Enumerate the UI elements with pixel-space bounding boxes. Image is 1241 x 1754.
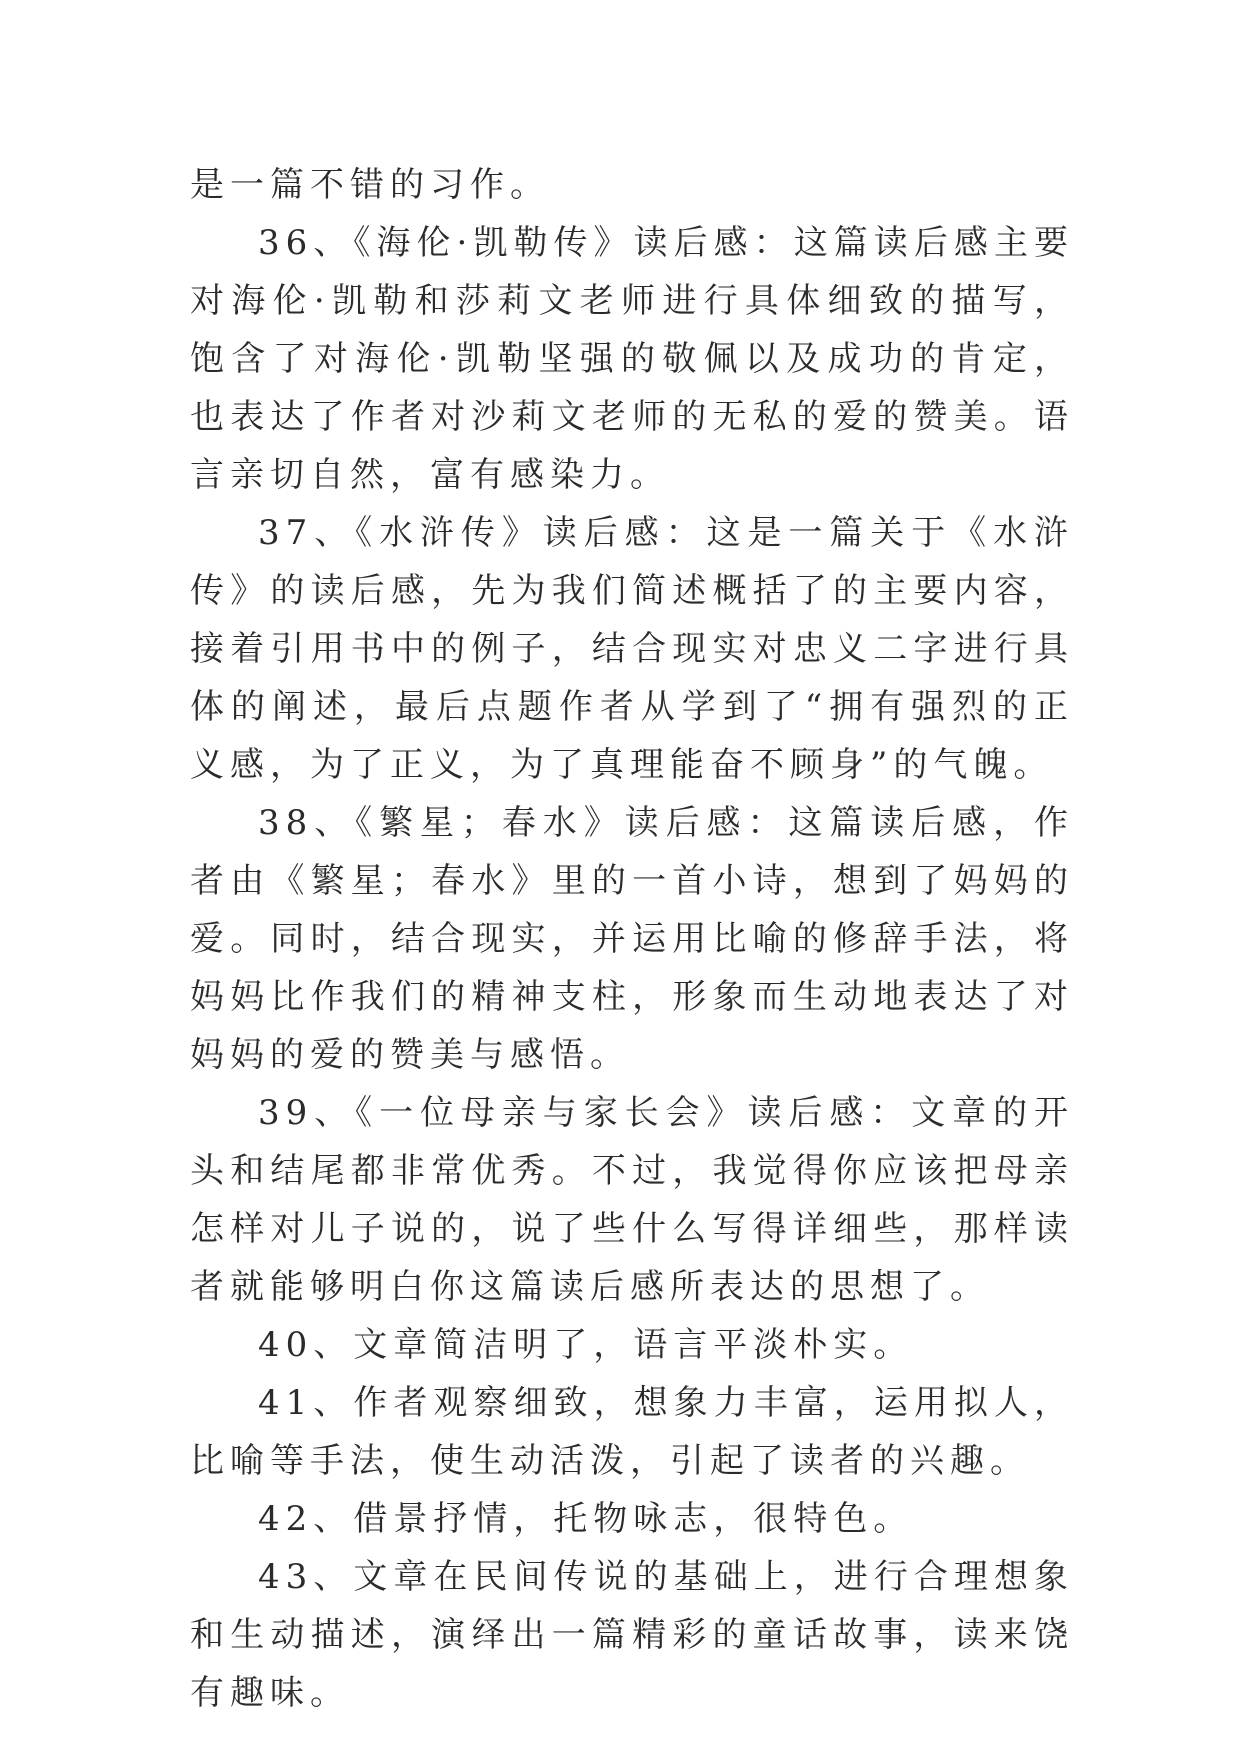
document-body: [190, 156, 1074, 1722]
paragraph-39: 39、《一位母亲与家长会》读后感：文章的开头和结尾都非常优秀。不过，我觉得你应该把母亲怎样对儿子说的，说了些什么写得详细些，那样读者就能够明白你这篇读后感所表达的思想了。: [190, 1093, 1074, 1307]
paragraph-38: 38、《繁星；春水》读后感：这篇读后感，作者由《繁星；春水》里的一首小诗，想到了妈妈的爱。同时，结合现实，并运用比喻的修辞手法，将妈妈比作我们的精神支柱，形象而生动地表达了对妈妈的爱的赞美与感悟。: [190, 803, 1074, 1075]
paragraph-36: 36、《海伦·凯勒传》读后感：这篇读后感主要对海伦·凯勒和莎莉文老师进行具体细致的描写，饱含了对海伦·凯勒坚强的敬佩以及成功的肯定，也表达了作者对沙莉文老师的无私的爱的赞美。语言亲切自然，富有感染力。: [190, 223, 1074, 495]
paragraph-43: 43、文章在民间传说的基础上，进行合理想象和生动描述，演绎出一篇精彩的童话故事，读来饶有趣味。: [190, 1557, 1074, 1713]
paragraph-41: 41、作者观察细致，想象力丰富，运用拟人，比喻等手法，使生动活泼，引起了读者的兴趣。: [190, 1383, 1074, 1481]
paragraph-40: 40、文章简洁明了，语言平淡朴实。: [258, 1325, 914, 1365]
paragraph-42: 42、借景抒情，托物咏志，很特色。: [258, 1499, 914, 1539]
paragraph-37: 37、《水浒传》读后感：这是一篇关于《水浒传》的读后感，先为我们简述概括了的主要内容，接着引用书中的例子，结合现实对忠义二字进行具体的阐述，最后点题作者从学到了“拥有强烈的正义感，为了正义，为了真理能奋不顾身”的气魄。: [190, 513, 1074, 785]
paragraph-continuation: 是一篇不错的习作。: [190, 165, 550, 205]
